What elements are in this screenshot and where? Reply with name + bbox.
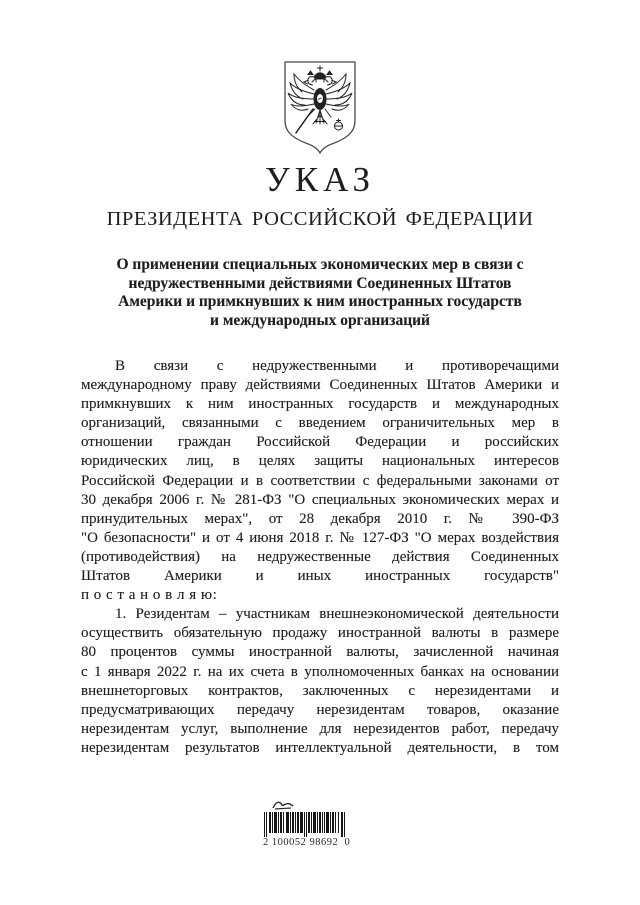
barcode-number: 2 100052 98692 0 [263,837,351,848]
body-text-line: принудительных мерах", от 28 декабря 2010 г. № 390-ФЗ [81,510,559,527]
body-text-line: п о с т а н о в л я ю: [81,587,218,604]
body-text-line: нерезидентам результатов интеллектуальной деятельности, в том [81,739,559,756]
body-text-line: 80 процентов суммы иностранной валюты, зачисленной начиная [81,644,559,661]
decree-subject-line: О применении специальных экономических мер в связи с [116,256,524,273]
decree-kind-heading: УКАЗ [264,160,376,199]
body-text-line: юридических лиц, в целях защиты национальных интересов [81,453,559,470]
document-barcode [263,812,351,849]
body-text-line: нерезидентам услуг, выполнение для нерезидентов работ, передачу [81,720,559,737]
body-text-line: отношении граждан Российской Федерации и российских [81,434,559,451]
body-text-line: В связи с недружественными и противоречащими [115,358,559,374]
decree-issuer-heading: ПРЕЗИДЕНТА РОССИЙСКОЙ ФЕДЕРАЦИИ [106,208,534,230]
body-text-line: Российской Федерации и в соответствии с федеральными законами от [81,472,559,489]
decree-subject-line: недружественными действиями Соединенных Штатов [128,274,512,292]
decree-subject [0,256,640,330]
body-text-line: внешнеторговых контрактов, заключенных с нерезидентами и [81,682,559,699]
handwritten-mark-icon [270,798,296,817]
body-text-line: предусматривающих передачу нерезидентам товаров, оказание [81,701,559,718]
body-text-line: международному праву действиями Соединенных Штатов Америки и [81,377,559,394]
body-text-line: организаций, связанными с введением ограничительных мер в [81,415,559,432]
russia-coat-of-arms-icon [281,59,359,160]
decree-subject-line: и международных организаций [210,311,430,329]
body-text-line: Штатов Америки и иных иностранных государств" [81,568,559,585]
body-text-line: "О безопасности" и от 4 июня 2018 г. № 127-ФЗ "О мерах воздействия [81,529,559,546]
body-text-line: осуществить обязательную продажу иностранной валюты в размере [81,625,559,642]
decree-body [81,357,559,758]
decree-subject-line: Америки и примкнувших к ним иностранных государств [118,293,522,310]
body-text-line: (противодействия) на недружественные действия Соединенных [81,548,559,565]
body-text-line: примкнувших к ним иностранных государств и международных [81,396,559,413]
body-text-line: 30 декабря 2006 г. № 281-ФЗ "О специальных экономических мерах и [81,491,559,508]
body-text-line: 1. Резидентам – участникам внешнеэкономической деятельности [115,606,559,623]
body-text-line: с 1 января 2022 г. на их счета в уполномоченных банках на основании [81,663,559,680]
